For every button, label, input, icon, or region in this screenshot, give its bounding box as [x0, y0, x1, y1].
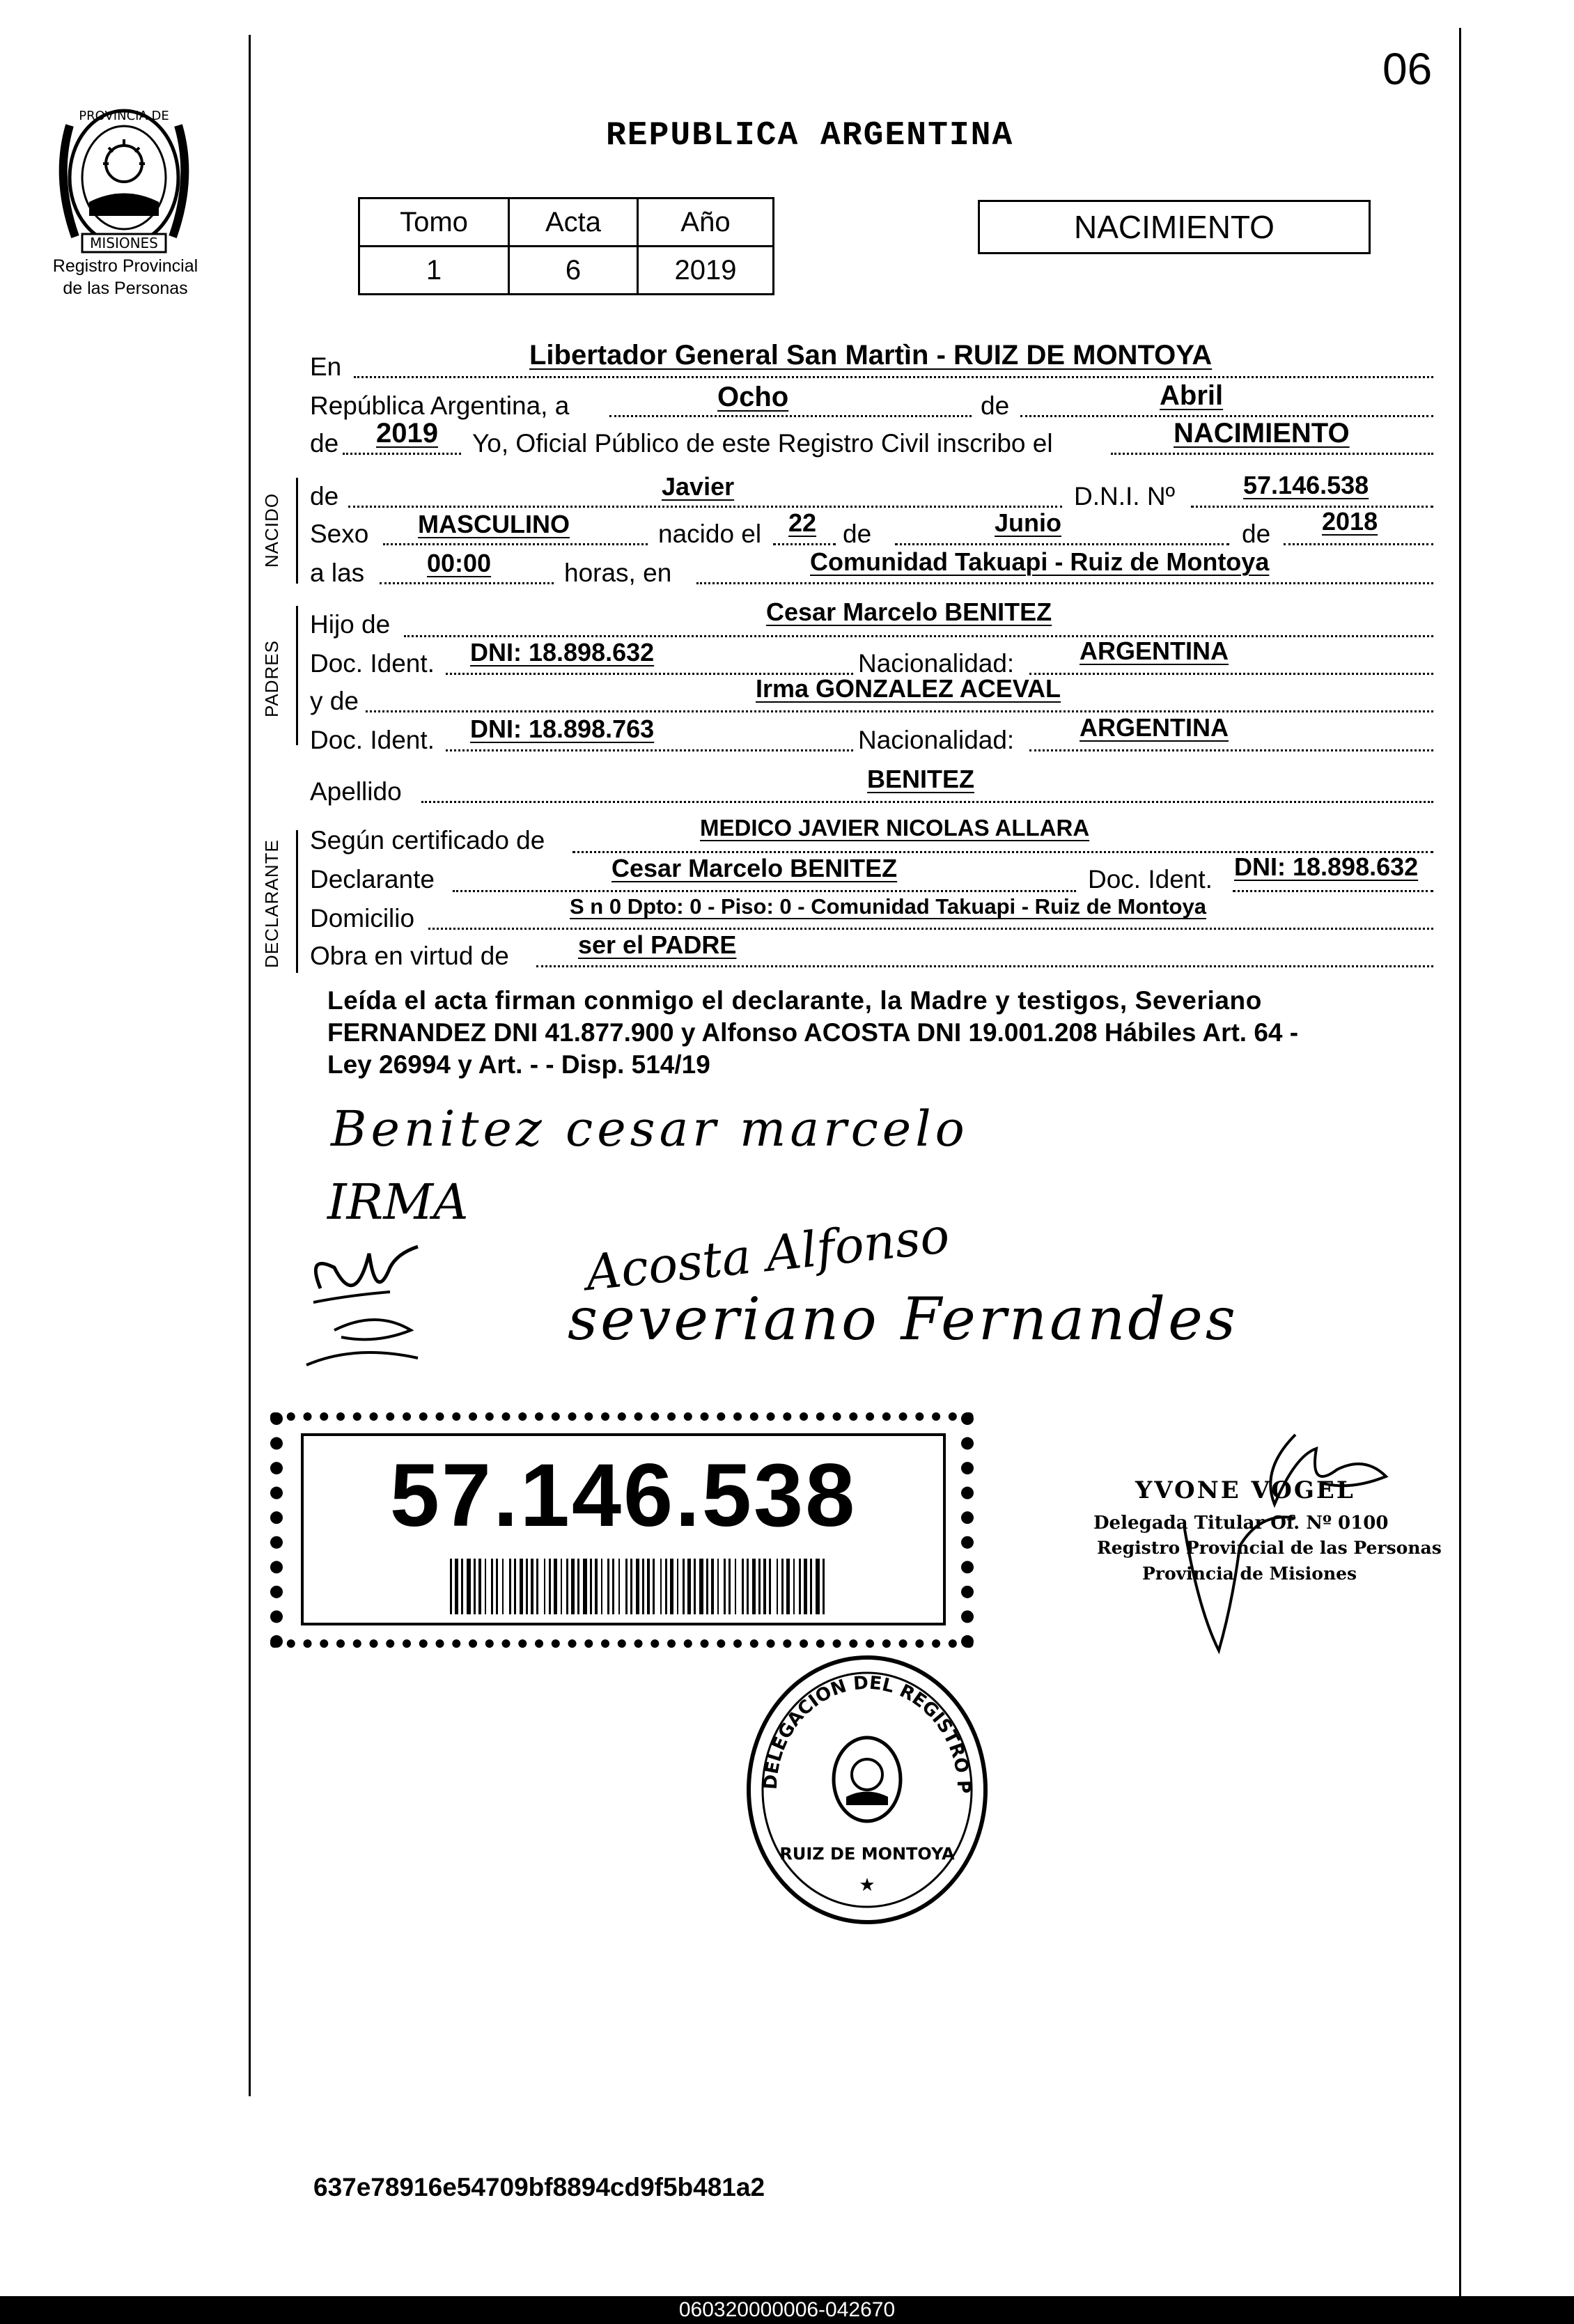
barcode-bar: [630, 1559, 632, 1614]
barcode-bar: [450, 1559, 452, 1614]
official-signature: [1156, 1428, 1435, 1682]
nacido-sexo: MASCULINO: [418, 510, 570, 538]
barcode-bar: [793, 1559, 795, 1614]
barcode-bar: [514, 1559, 516, 1614]
domicilio-line: [428, 928, 1433, 930]
barcode-bar: [728, 1559, 731, 1614]
barcode-bar: [781, 1559, 784, 1614]
nacido-name: Javier: [662, 472, 735, 501]
madre-doc: DNI: 18.898.763: [470, 715, 655, 743]
nacido-dni: 57.146.538: [1243, 471, 1369, 499]
emblem-caption-1: Registro Provincial: [52, 256, 198, 276]
barcode-bar: [758, 1559, 761, 1614]
barcode-bar: [485, 1559, 486, 1614]
padres-bracket: [296, 606, 298, 745]
barcode-bar: [683, 1559, 685, 1614]
oficial-text: Yo, Oficial Público de este Registro Civil inscribo el: [472, 429, 1053, 458]
official-name: YVONE VOGEL: [1135, 1476, 1355, 1504]
birth-year-line: [1284, 543, 1433, 545]
birth-day-line: [773, 543, 836, 545]
emblem-text-bottom: MISIONES: [90, 235, 158, 251]
barcode-bar: [804, 1559, 807, 1614]
barcode-bar: [566, 1559, 568, 1614]
certificado-value: MEDICO JAVIER NICOLAS ALLARA: [700, 815, 1090, 841]
horas-label: horas, en: [564, 559, 672, 587]
signature-irma: IRMA: [327, 1173, 469, 1231]
barcode-bar: [577, 1559, 579, 1614]
declarante-line: [453, 890, 1076, 892]
barcode-bar: [642, 1559, 644, 1614]
month-line: [1020, 415, 1433, 417]
footer-bar: [0, 2296, 1574, 2324]
page-number: 06: [1382, 44, 1433, 94]
en-line: [354, 376, 1433, 378]
a-las-label: a las: [310, 559, 365, 587]
madre-line: [366, 710, 1433, 712]
barcode-bar: [496, 1559, 498, 1614]
barcode-bar: [526, 1559, 528, 1614]
barcode-bar: [461, 1559, 463, 1614]
barcode-bar: [786, 1559, 790, 1614]
official-province: Provincia de Misiones: [1142, 1563, 1357, 1584]
barcode-bar: [769, 1559, 771, 1614]
barcode-bar: [455, 1559, 458, 1614]
table-header-ano: Año: [638, 198, 774, 247]
madre-nac-label: Nacionalidad:: [858, 726, 1015, 754]
padre-nac-line: [1029, 673, 1433, 675]
dni-line: [1191, 506, 1433, 508]
document-hash: 637e78916e54709bf8894cd9f5b481a2: [313, 2173, 765, 2201]
barcode-bar: [747, 1559, 749, 1614]
emblem-text-top: PROVINCIA DE: [79, 109, 169, 123]
barcode-bar: [647, 1559, 650, 1614]
day-line: [609, 415, 972, 417]
padre-doc: DNI: 18.898.632: [470, 638, 655, 666]
inscription-value: NACIMIENTO: [1174, 418, 1350, 449]
official-registry: Registro Provincial de las Personas: [1097, 1538, 1442, 1558]
barcode-bar: [687, 1559, 691, 1614]
table-header-tomo: Tomo: [359, 198, 509, 247]
table-value-tomo: 1: [359, 247, 509, 295]
apellido-label: Apellido: [310, 777, 402, 806]
document-type-box: [978, 200, 1371, 254]
barcode-bar: [509, 1559, 511, 1614]
dni-label: D.N.I. Nº: [1074, 482, 1176, 510]
table-value-ano: 2019: [638, 247, 774, 295]
nacido-el-label: nacido el: [658, 520, 762, 548]
obra-value: ser el PADRE: [578, 930, 737, 959]
registry-seal: [735, 1651, 999, 1933]
barcode-bar: [612, 1559, 614, 1614]
barcode-bar: [816, 1559, 820, 1614]
nacido-lugar: Comunidad Takuapi - Ruiz de Montoya: [810, 547, 1270, 576]
table-header-acta: Acta: [509, 198, 638, 247]
declarante-name: Cesar Marcelo BENITEZ: [611, 854, 898, 882]
madre-doc-line: [446, 749, 853, 751]
name-line: [348, 506, 1062, 508]
barcode-bar: [491, 1559, 493, 1614]
barcode-bar: [636, 1559, 639, 1614]
barcode-bar: [571, 1559, 575, 1614]
barcode-bar: [561, 1559, 562, 1614]
dni-number-large: 57.146.538: [389, 1446, 857, 1545]
apellido-value: BENITEZ: [867, 765, 975, 793]
barcode-bar: [554, 1559, 557, 1614]
dni-number-box: [270, 1412, 974, 1648]
barcode-bar: [595, 1559, 598, 1614]
dni-number-frame: [301, 1433, 946, 1625]
barcode-bar: [544, 1559, 545, 1614]
declarante-doc: DNI: 18.898.632: [1234, 852, 1419, 881]
barcode-bar: [590, 1559, 592, 1614]
nacido-month: Junio: [995, 508, 1061, 537]
padre-name: Cesar Marcelo BENITEZ: [766, 598, 1052, 626]
segun-label: Según certificado de: [310, 826, 545, 855]
barcode-bar: [694, 1559, 696, 1614]
madre-nacionalidad: ARGENTINA: [1080, 713, 1229, 742]
barcode-bar: [799, 1559, 801, 1614]
hijo-de-label: Hijo de: [310, 610, 391, 639]
day-word: Ocho: [717, 382, 789, 412]
signature-scribble: [293, 1226, 453, 1389]
nacido-year: 2018: [1322, 507, 1378, 536]
obra-label: Obra en virtud de: [310, 942, 509, 970]
month-word: Abril: [1160, 380, 1224, 411]
de-label: de: [981, 391, 1010, 420]
de2-label: de: [310, 429, 339, 458]
barcode-bar: [618, 1559, 620, 1614]
seal-inner-text: RUIZ DE MONTOYA: [779, 1844, 955, 1864]
barcode-bar: [478, 1559, 481, 1614]
barcode-bar: [502, 1559, 504, 1614]
declarante-bracket: [296, 830, 298, 973]
padre-doc-label: Doc. Ident.: [310, 649, 435, 678]
nacido-hora: 00:00: [427, 549, 492, 577]
nacido-de2-label: de: [843, 520, 872, 548]
barcode-bar: [653, 1559, 655, 1614]
page-title: REPUBLICA ARGENTINA: [606, 117, 1014, 155]
seal-text: DELEGACION DEL REGISTRO P: [760, 1672, 974, 1794]
barcode-bar: [531, 1559, 533, 1614]
left-frame-line: [249, 35, 251, 2096]
madre-name: Irma GONZALEZ ACEVAL: [756, 674, 1061, 703]
footer-code: 060320000006-042670: [678, 2298, 896, 2321]
signature-fernandes: severiano Fernandes: [568, 1285, 1238, 1353]
sexo-line: [383, 543, 648, 545]
closing-line-1: Leída el acta firman conmigo el declarante, la Madre y testigos, Severiano: [327, 986, 1262, 1015]
barcode-bar: [810, 1559, 812, 1614]
barcode-bar: [699, 1559, 703, 1614]
barcode-bar: [752, 1559, 756, 1614]
en-value: Libertador General San Martìn - RUIZ DE MONTOYA: [529, 340, 1213, 371]
barcode-bar: [735, 1559, 736, 1614]
official-title: Delegada Titular Of. Nº 0100: [1093, 1513, 1389, 1534]
barcode-bar: [724, 1559, 726, 1614]
barcode-bar: [670, 1559, 673, 1614]
barcode: [450, 1559, 826, 1614]
hora-line: [380, 582, 554, 584]
barcode-bar: [706, 1559, 708, 1614]
domicilio-label: Domicilio: [310, 904, 415, 933]
padre-nacionalidad: ARGENTINA: [1080, 637, 1229, 665]
svg-text:DELEGACION DEL REGISTRO PROVIN: [735, 1651, 974, 1794]
signature-acosta: Acosta Alfonso: [583, 1206, 952, 1302]
nacido-de-label: de: [310, 482, 339, 510]
year-value: 2019: [376, 418, 438, 449]
declarante-side-label: DECLARANTE: [261, 839, 282, 968]
lugar-line: [696, 582, 1433, 584]
barcode-bar: [763, 1559, 766, 1614]
barcode-bar: [823, 1559, 825, 1614]
nacido-de3-label: de: [1242, 520, 1271, 548]
barcode-bar: [549, 1559, 551, 1614]
madre-doc-label: Doc. Ident.: [310, 726, 435, 754]
right-frame-line: [1459, 28, 1461, 2305]
barcode-bar: [711, 1559, 714, 1614]
declarante-label: Declarante: [310, 865, 435, 894]
barcode-bar: [607, 1559, 609, 1614]
closing-line-2: FERNANDEZ DNI 41.877.900 y Alfonso ACOSTA DNI 19.001.208 Hábiles Art. 64 -: [327, 1018, 1299, 1047]
y-de-label: y de: [310, 687, 359, 715]
barcode-bar: [601, 1559, 602, 1614]
table-value-acta: 6: [509, 247, 638, 295]
barcode-bar: [665, 1559, 667, 1614]
provincial-emblem: [54, 98, 194, 258]
republica-label: República Argentina, a: [310, 391, 570, 420]
barcode-bar: [536, 1559, 538, 1614]
padre-nac-label: Nacionalidad:: [858, 649, 1015, 678]
signature-benitez: Benitez cesar marcelo: [331, 1100, 969, 1157]
barcode-bar: [520, 1559, 523, 1614]
apellido-line: [421, 801, 1433, 803]
sexo-label: Sexo: [310, 520, 369, 548]
padres-side-label: PADRES: [261, 640, 282, 717]
year-line: [343, 453, 461, 455]
nacido-side-label: NACIDO: [261, 492, 282, 568]
emblem-caption-2: de las Personas: [63, 279, 188, 298]
barcode-bar: [467, 1559, 471, 1614]
en-label: En: [310, 352, 342, 381]
barcode-bar: [625, 1559, 628, 1614]
barcode-bar: [474, 1559, 476, 1614]
barcode-bar: [742, 1559, 744, 1614]
barcode-bar: [777, 1559, 778, 1614]
obra-line: [536, 965, 1433, 967]
inscription-line: [1111, 453, 1433, 455]
nacido-day: 22: [788, 508, 817, 537]
barcode-bar: [583, 1559, 587, 1614]
padre-line: [404, 635, 1433, 637]
declarante-doc-label: Doc. Ident.: [1088, 865, 1213, 894]
closing-line-3: Ley 26994 y Art. - - Disp. 514/19: [327, 1050, 710, 1079]
document-type: NACIMIENTO: [1074, 209, 1275, 245]
nacido-bracket: [296, 478, 298, 584]
birth-month-line: [895, 543, 1229, 545]
barcode-bar: [660, 1559, 662, 1614]
barcode-bar: [677, 1559, 678, 1614]
record-table: [358, 197, 774, 295]
domicilio-value: S n 0 Dpto: 0 - Piso: 0 - Comunidad Takuapi - Ruiz de Montoya: [570, 894, 1206, 919]
madre-nac-line: [1029, 749, 1433, 751]
barcode-bar: [717, 1559, 719, 1614]
svg-text:★: ★: [859, 1875, 875, 1896]
declarante-doc-line: [1233, 890, 1433, 892]
